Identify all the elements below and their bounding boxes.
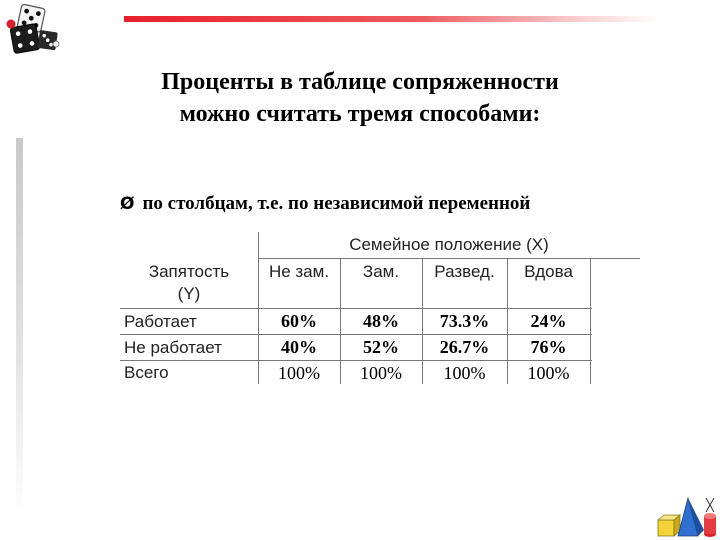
row-label: Работает [124, 312, 197, 331]
table-cell: 48% [363, 311, 399, 331]
table-divider [258, 258, 640, 259]
left-accent-bar [16, 138, 23, 518]
table-divider [120, 308, 592, 309]
table-cell: 100% [360, 363, 402, 383]
table-divider [120, 360, 592, 361]
column-header: Развед. [434, 262, 495, 281]
table-divider [590, 258, 591, 384]
column-header: Вдова [524, 262, 573, 281]
geometry-shapes-icon [654, 494, 718, 540]
column-header: Зам. [362, 262, 400, 281]
table-cell: 52% [363, 337, 399, 357]
slide-title [90, 66, 630, 130]
title-line-1: Проценты в таблице сопряженности [161, 69, 559, 95]
table-cell: 100% [278, 363, 320, 383]
group-header: Семейное положение (X) [349, 235, 549, 254]
dice-icon [2, 2, 66, 60]
table-cell: 40% [281, 337, 317, 357]
table-cell: 26.7% [439, 337, 490, 357]
row-label: Всего [124, 363, 169, 382]
table-cell: 100% [527, 363, 570, 383]
row-label: Не работает [124, 338, 222, 357]
arrow-bullet-icon: Ø [120, 194, 135, 214]
row-header-line-2: (Y) [177, 284, 201, 303]
bullet-text: по столбцам, т.е. по независимой переменной [142, 193, 531, 214]
table-cell: 76% [530, 337, 567, 357]
bullet-item [120, 193, 710, 215]
table-divider [120, 334, 592, 335]
top-accent-bar [124, 16, 660, 22]
table-cell: 60% [281, 311, 317, 331]
row-header-line-1: Запятость [148, 262, 230, 281]
table-cell: 24% [530, 311, 567, 331]
table-cell: 100% [443, 363, 486, 383]
title-line-2: можно считать тремя способами: [179, 101, 541, 127]
table-cell: 73.3% [439, 311, 490, 331]
column-header: Не зам. [268, 262, 330, 281]
contingency-table [120, 232, 640, 392]
